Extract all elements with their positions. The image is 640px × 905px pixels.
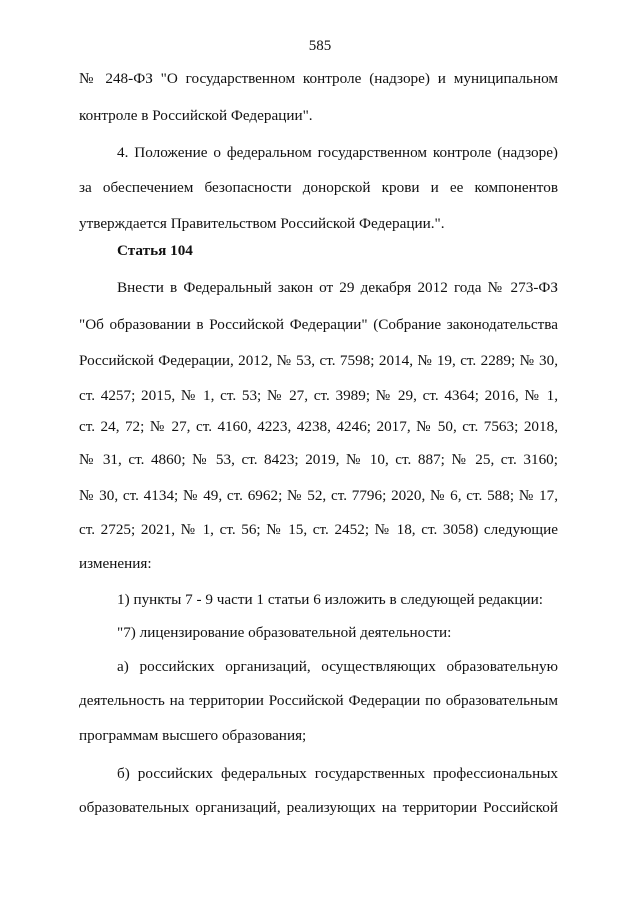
text-line: утверждается Правительством Российской Федерации.".	[79, 215, 445, 232]
text-line: образовательных организаций, реализующих на территории Российской	[79, 799, 558, 816]
text-line: за обеспечением безопасности донорской крови и ее компонентов	[79, 179, 558, 196]
text-line: "7) лицензирование образовательной деятельности:	[117, 624, 452, 641]
text-line: программам высшего образования;	[79, 727, 307, 744]
text-line: б) российских федеральных государственных профессиональных	[117, 765, 558, 782]
text-line: № 30, ст. 4134; № 49, ст. 6962; № 52, ст. 7796; 2020, № 6, ст. 588; № 17,	[79, 487, 558, 504]
text-line: № 31, ст. 4860; № 53, ст. 8423; 2019, № 10, ст. 887; № 25, ст. 3160;	[79, 451, 558, 468]
article-heading: Статья 104	[117, 242, 193, 259]
page-number: 585	[308, 38, 332, 54]
text-line: № 248-ФЗ "О государственном контроле (надзоре) и муниципальном	[79, 70, 558, 87]
text-line: 1) пункты 7 - 9 части 1 статьи 6 изложить в следующей редакции:	[117, 591, 543, 608]
text-line: деятельность на территории Российской Федерации по образовательным	[79, 692, 558, 709]
text-line: контроле в Российской Федерации".	[79, 107, 313, 124]
text-line: ст. 24, 72; № 27, ст. 4160, 4223, 4238, 4246; 2017, № 50, ст. 7563; 2018,	[79, 418, 558, 435]
text-line: Внести в Федеральный закон от 29 декабря 2012 года № 273-ФЗ	[117, 279, 558, 296]
text-line: ст. 4257; 2015, № 1, ст. 53; № 27, ст. 3989; № 29, ст. 4364; 2016, № 1,	[79, 387, 558, 404]
text-line: изменения:	[79, 555, 152, 572]
text-line: "Об образовании в Российской Федерации" (Собрание законодательства	[79, 316, 558, 333]
text-line: 4. Положение о федеральном государственном контроле (надзоре)	[117, 144, 558, 161]
text-line: а) российских организаций, осуществляющих образовательную	[117, 658, 558, 675]
text-line: Российской Федерации, 2012, № 53, ст. 7598; 2014, № 19, ст. 2289; № 30,	[79, 352, 558, 369]
text-line: ст. 2725; 2021, № 1, ст. 56; № 15, ст. 2452; № 18, ст. 3058) следующие	[79, 521, 558, 538]
